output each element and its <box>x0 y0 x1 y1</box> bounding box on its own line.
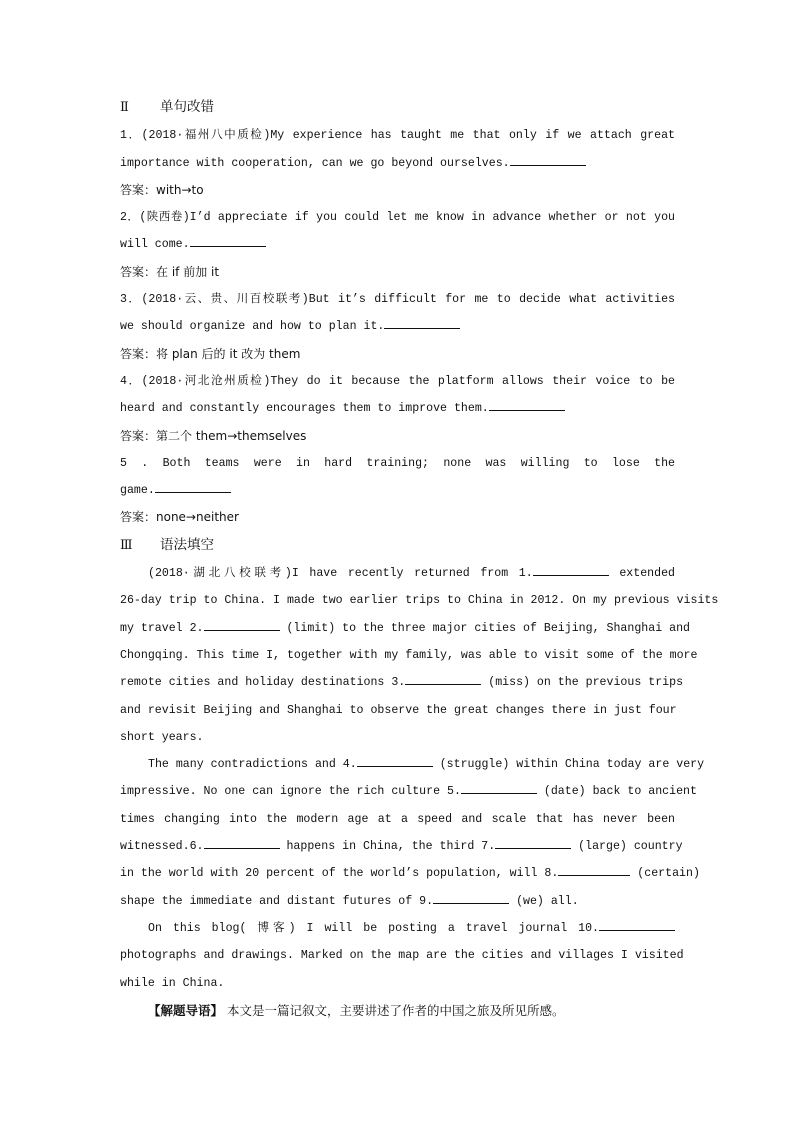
guide-line <box>120 997 675 1024</box>
answer-blank-10 <box>599 919 675 931</box>
question-line: 4．(2018·河北沧州质检)They do it because the platform allows their voice to be <box>120 374 675 388</box>
question-line: importance with cooperation, can we go beyond ourselves. <box>120 150 675 177</box>
answer-blank-3 <box>405 673 481 685</box>
answer-blank-6 <box>204 837 280 849</box>
question-line: 5 . Both teams were in hard training; none was willing to lose the <box>120 456 675 470</box>
passage-line: remote cities and holiday destinations 3. (miss) on the previous trips <box>120 669 675 696</box>
answer-blank-9 <box>433 892 509 904</box>
question-line: heard and constantly encourages them to improve them. <box>120 395 675 422</box>
section-header <box>120 532 675 560</box>
answer-blank-1 <box>533 564 609 576</box>
answer-blank <box>155 481 231 493</box>
answer-line: 答案：none→neither <box>120 510 239 525</box>
section-title: 单句改错 <box>160 99 214 115</box>
answer-blank <box>190 235 266 247</box>
passage-line: photographs and drawings. Marked on the map are the cities and villages I visited <box>120 949 684 963</box>
passage-line: shape the immediate and distant futures of 9. (we) all. <box>120 888 675 915</box>
answer-line: 答案：将 plan 后的 it 改为 them <box>120 346 301 361</box>
passage-line: while in China. <box>120 976 225 990</box>
question-line: 1．(2018·福州八中质检)My experience has taught me that only if we attach great <box>120 129 675 143</box>
answer-line: 答案：第二个 them→themselves <box>120 428 307 443</box>
question-line: game. <box>120 477 675 504</box>
section-number: Ⅲ <box>120 537 133 553</box>
answer-line: 答案：with→to <box>120 182 204 197</box>
answer-blank-7 <box>495 837 571 849</box>
passage-line: short years. <box>120 730 204 744</box>
section-title: 语法填空 <box>160 536 214 553</box>
answer-blank <box>510 154 586 166</box>
passage-line: and revisit Beijing and Shanghai to observe the great changes there in just four <box>120 703 677 717</box>
answer-blank-4 <box>357 755 433 767</box>
section-number: Ⅱ <box>120 100 129 115</box>
answer-blank-5 <box>461 782 537 794</box>
answer-blank <box>384 317 460 329</box>
worksheet-page <box>120 94 719 1024</box>
passage-line: in the world with 20 percent of the world’s population, will 8. (certain) <box>120 860 675 887</box>
passage-line: times changing into the modern age at a speed and scale that has never been <box>120 812 675 826</box>
question-line: we should organize and how to plan it. <box>120 313 675 340</box>
answer-line: 答案：在 if 前加 it <box>120 264 220 279</box>
passage-line: Chongqing. This time I, together with my family, was able to visit some of the more <box>120 648 698 662</box>
answer-blank-2 <box>204 619 280 631</box>
question-line: 2．(陕西卷)I’d appreciate if you could let me know in advance whether or not you <box>120 211 675 225</box>
section-header <box>120 94 675 122</box>
passage-line: 26-day trip to China. I made two earlier trips to China in 2012. On my previous visits <box>120 594 719 608</box>
answer-blank-8 <box>558 864 630 876</box>
passage-line: witnessed.6. happens in China, the third 7. (large) country <box>120 833 675 860</box>
passage-line: The many contradictions and 4. (struggle) within China today are very <box>120 751 675 778</box>
question-line: 3．(2018·云、贵、川百校联考)But it’s difficult for me to decide what activities <box>120 293 675 307</box>
guide-text: 本文是一篇记叙文，主要讲述了作者的中国之旅及所见所感。 <box>227 1002 565 1018</box>
passage-line: (2018·湖北八校联考)I have recently returned from 1. extended <box>120 560 675 587</box>
question-line: will come. <box>120 231 675 258</box>
guide-label: 【解题导语】 <box>148 1002 224 1018</box>
passage-line: my travel 2. (limit) to the three major cities of Beijing, Shanghai and <box>120 615 675 642</box>
passage-line: impressive. No one can ignore the rich culture 5. (date) back to ancient <box>120 778 675 805</box>
passage-line: On this blog( 博客) I will be posting a travel journal 10. <box>120 915 675 942</box>
answer-blank <box>489 399 565 411</box>
